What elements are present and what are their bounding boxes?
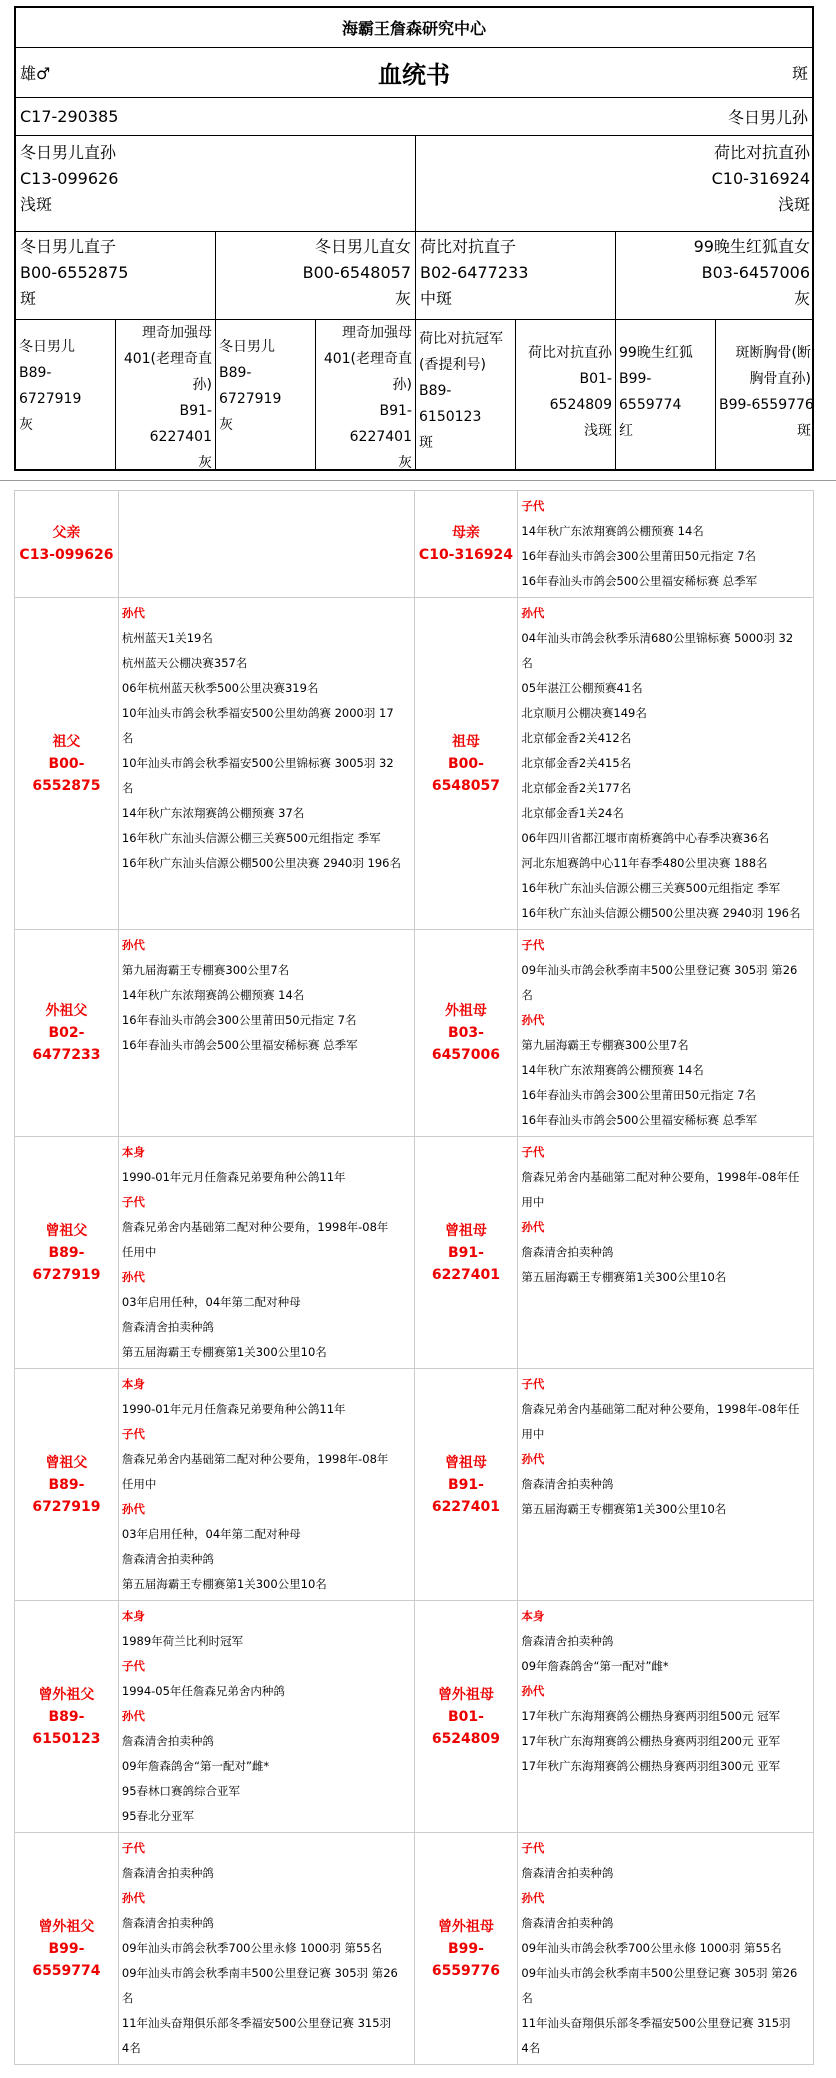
ggp-line: B99-: [619, 371, 652, 387]
ancestor-ring: B91-6227401: [431, 1476, 501, 1515]
achievement-line: 任用中: [121, 1477, 157, 1491]
ancestor-ring: C10-316924: [418, 547, 513, 563]
ancestor-name-cell: [15, 1137, 119, 1368]
section-label: 孙代: [521, 1013, 545, 1027]
ancestor-name-cell: [15, 1833, 119, 2064]
achievement-line: 詹森清舍拍卖种鸽: [121, 1734, 214, 1748]
results-table: [14, 490, 814, 2065]
header-row: [16, 8, 812, 48]
results-row: [15, 930, 814, 1137]
section-label: 本身: [521, 1609, 545, 1623]
achievement-line: 03年启用任种，04年第二配对种母: [121, 1527, 301, 1541]
ggp-cell: [516, 320, 616, 469]
ggp-line: 6227401: [149, 429, 212, 445]
ancestor-ring: B99-6559776: [431, 1940, 501, 1979]
achievement-line: 16年春汕头市鸽会300公里莆田50元指定 7名: [121, 1013, 357, 1027]
achievement-line: 11年汕头奋翔俱乐部冬季福安500公里登记赛 315羽: [121, 2016, 392, 2030]
pedigree-title: 血统书: [378, 61, 450, 89]
ancestor-name-cell: [415, 1137, 519, 1368]
ggp-line: 401(老理奇直: [323, 351, 412, 367]
ggp-line: 冬日男儿: [219, 339, 275, 355]
achievement-line: 詹森清舍拍卖种鸽: [121, 1866, 214, 1880]
achievement-line: 詹森兄弟舍内基础第二配对种公要角，1998年-08年: [121, 1220, 389, 1234]
ggp-line: 6727919: [219, 391, 282, 407]
gp-name: 荷比对抗直子: [420, 237, 517, 256]
achievement-line: 杭州蓝天公棚决赛357名: [121, 656, 248, 670]
achievement-line: 06年四川省都江堰市南桥赛鸽中心春季决赛36名: [521, 831, 770, 845]
gp-name: 冬日男儿直子: [20, 237, 117, 256]
achievement-line: 14年秋广东浓翔赛鸽公棚预赛 37名: [121, 806, 305, 820]
achievement-line: 詹森兄弟舍内基础第二配对种公要角，1998年-08年任: [521, 1402, 800, 1416]
pedigree-card: [14, 6, 814, 471]
achievement-line: 名: [521, 1991, 533, 2005]
achievement-line: 09年汕头市鸽会秋季700公里永修 1000羽 第55名: [121, 1941, 383, 1955]
section-label: 子代: [521, 938, 545, 952]
sire-cell: [16, 136, 416, 231]
ancestor-label: 祖母: [451, 733, 480, 750]
ggp-line: 理奇加强母: [142, 325, 212, 341]
ggp-line: 6150123: [419, 409, 482, 425]
bird-name: 冬日男儿孙: [727, 108, 808, 127]
center-name: 海霸王詹森研究中心: [341, 19, 486, 38]
section-label: 本身: [121, 1609, 145, 1623]
ancestor-label: 母亲: [451, 525, 480, 541]
ring-row: [16, 98, 812, 136]
dam-name: 荷比对抗直孙: [713, 143, 810, 162]
grandparents-row: [16, 232, 812, 320]
achievement-line: 95春林口赛鸽综合亚军: [121, 1784, 241, 1798]
section-label: 孙代: [121, 1709, 145, 1723]
achievement-line: 杭州蓝天1关19名: [121, 631, 213, 645]
ancestor-label: 曾外祖父: [38, 1918, 95, 1935]
ggp-line: 99晚生红狐: [619, 345, 693, 361]
achievement-line: 16年秋广东汕头信源公棚500公里决赛 2940羽 196名: [521, 906, 801, 920]
ggp-cell: [416, 320, 516, 469]
section-label: 子代: [121, 1195, 145, 1209]
ancestor-ring: B03-6457006: [431, 1025, 501, 1063]
ancestor-name-cell: [415, 1601, 519, 1832]
section-label: 子代: [121, 1841, 145, 1855]
dam-ring: C10-316924: [711, 169, 810, 188]
results-row: [15, 1137, 814, 1369]
section-label: 子代: [521, 499, 545, 513]
ggp-line: 灰: [219, 417, 233, 433]
ggp-line: 401(老理奇直: [123, 351, 212, 367]
ancestor-name-cell: [415, 930, 519, 1136]
ggp-line: 斑断胸骨(断: [735, 345, 811, 361]
ancestor-ring: C13-099626: [19, 547, 114, 563]
achievement-line: 06年杭州蓝天秋季500公里决赛319名: [121, 681, 319, 695]
achievement-line: 詹森兄弟舍内基础第二配对种公要角，1998年-08年任: [521, 1170, 800, 1184]
gp-cell: [16, 232, 216, 319]
ggp-line: 红: [619, 423, 633, 439]
gp-name: 99晚生红狐直女: [693, 237, 810, 256]
achievement-line: 第九届海霸王专棚赛300公里7名: [121, 963, 290, 977]
achievement-line: 4名: [521, 2041, 541, 2055]
achievement-line: 北京郁金香2关177名: [521, 781, 632, 795]
achievement-line: 第五届海霸王专棚赛第1关300公里10名: [121, 1577, 327, 1591]
gp-ring: B00-6552875: [20, 263, 129, 282]
ancestor-ring: B01-6524809: [431, 1708, 501, 1747]
achievement-line: 10年汕头市鸽会秋季福安500公里幼鸽赛 2000羽 17: [121, 706, 394, 720]
achievement-line: 16年春汕头市鸽会300公里莆田50元指定 7名: [521, 549, 757, 563]
ancestor-ring: B99-6559774: [32, 1940, 101, 1979]
achievement-line: 名: [521, 988, 533, 1002]
achievement-line: 名: [521, 656, 533, 670]
achievements-cell: [518, 1369, 814, 1600]
ring-number: C17-290385: [20, 107, 119, 126]
ggp-cell: [316, 320, 416, 469]
dam-cell: [416, 136, 814, 231]
section-label: 子代: [121, 1427, 145, 1441]
color-label: 斑: [791, 64, 808, 83]
achievement-line: 第九届海霸王专棚赛300公里7名: [521, 1038, 689, 1052]
results-row: [15, 1601, 814, 1833]
achievements-cell: [119, 598, 415, 929]
ggp-line: B91-: [379, 403, 412, 419]
achievement-line: 16年春汕头市鸽会500公里福安稀标赛 总季军: [521, 1113, 758, 1127]
ancestor-label: 曾祖母: [444, 1222, 487, 1239]
achievements-cell: [518, 598, 814, 929]
achievements-cell: [119, 1137, 415, 1368]
results-row: [15, 1833, 814, 2065]
achievement-line: 任用中: [121, 1245, 157, 1259]
achievement-line: 04年汕头市鸽会秋季乐清680公里锦标赛 5000羽 32: [521, 631, 794, 645]
section-label: 本身: [121, 1377, 145, 1391]
ancestor-name-cell: [15, 1601, 119, 1832]
ggp-line: 6227401: [349, 429, 412, 445]
title-row: [16, 48, 812, 98]
achievement-line: 第五届海霸王专棚赛第1关300公里10名: [521, 1270, 727, 1284]
achievement-line: 1990-01年元月任詹森兄弟要角种公鸽11年: [121, 1170, 346, 1184]
section-label: 孙代: [121, 606, 145, 620]
ancestor-label: 曾祖父: [45, 1222, 88, 1239]
section-label: 子代: [521, 1145, 545, 1159]
achievements-cell: [119, 491, 415, 597]
ggp-line: 灰: [19, 417, 33, 433]
ggp-line: 灰: [198, 455, 212, 471]
ggp-cell: [116, 320, 216, 469]
achievement-line: 05年湛江公棚预赛41名: [521, 681, 643, 695]
sire-name: 冬日男儿直孙: [20, 143, 117, 162]
ggp-line: 斑: [797, 423, 811, 439]
achievement-line: 北京郁金香2关415名: [521, 756, 632, 770]
ggp-line: 浅斑: [584, 423, 612, 439]
gp-color: 灰: [793, 289, 810, 308]
achievement-line: 第五届海霸王专棚赛第1关300公里10名: [121, 1345, 327, 1359]
ggp-line: 冬日男儿: [19, 339, 75, 355]
ancestor-label: 曾外祖母: [437, 1686, 494, 1703]
ancestor-label: 父亲: [52, 525, 81, 541]
ggp-cell: [616, 320, 716, 469]
ancestor-name-cell: [415, 598, 519, 929]
ggp-line: 荷比对抗直孙: [528, 345, 612, 361]
ggp-line: 理奇加强母: [342, 325, 412, 341]
ancestor-label: 曾外祖父: [38, 1686, 95, 1703]
achievement-line: 16年春汕头市鸽会300公里莆田50元指定 7名: [521, 1088, 757, 1102]
gp-color: 斑: [20, 289, 37, 308]
achievement-line: 詹森清舍拍卖种鸽: [121, 1916, 214, 1930]
gp-name: 冬日男儿直女: [314, 237, 411, 256]
achievements-cell: [119, 1601, 415, 1832]
sire-ring: C13-099626: [20, 169, 119, 188]
achievement-line: 河北东旭赛鸽中心11年春季480公里决赛 188名: [521, 856, 768, 870]
great-grandparents-row: [16, 320, 812, 469]
ancestor-name-cell: [15, 1369, 119, 1600]
section-label: 孙代: [521, 1684, 545, 1698]
achievement-line: 95春北分亚军: [121, 1809, 195, 1823]
ggp-cell: [16, 320, 116, 469]
ancestor-ring: B89-6150123: [32, 1708, 101, 1747]
achievement-line: 16年秋广东汕头信源公棚三关赛500元组指定 季军: [121, 831, 381, 845]
achievement-line: 用中: [521, 1195, 545, 1209]
achievements-cell: [119, 930, 415, 1136]
achievement-line: 14年秋广东浓翔赛鸽公棚预赛 14名: [521, 1063, 704, 1077]
achievement-line: 09年汕头市鸽会秋季700公里永修 1000羽 第55名: [521, 1941, 782, 1955]
section-label: 孙代: [521, 1452, 545, 1466]
ancestor-ring: B89-6727919: [32, 1244, 101, 1283]
achievements-cell: [119, 1369, 415, 1600]
ancestor-ring: B02-6477233: [32, 1025, 101, 1063]
achievements-cell: [518, 1833, 814, 2064]
ggp-line: 6727919: [19, 391, 82, 407]
achievement-line: 第五届海霸王专棚赛第1关300公里10名: [521, 1502, 727, 1516]
achievement-line: 17年秋广东海翔赛鸽公棚热身赛两羽组500元 冠军: [521, 1709, 781, 1723]
achievement-line: 北京顺月公棚决赛149名: [521, 706, 647, 720]
achievement-line: 詹森清舍拍卖种鸽: [521, 1477, 614, 1491]
achievement-line: 1989年荷兰比利时冠军: [121, 1634, 244, 1648]
ancestor-ring: B00-6548057: [431, 755, 501, 794]
achievement-line: 09年汕头市鸽会秋季南丰500公里登记赛 305羽 第26: [521, 963, 798, 977]
achievement-line: 詹森兄弟舍内基础第二配对种公要角，1998年-08年: [121, 1452, 389, 1466]
ggp-line: 斑: [419, 435, 433, 451]
ggp-line: B89-: [419, 383, 452, 399]
achievement-line: 北京郁金香1关24名: [521, 806, 624, 820]
section-label: 子代: [521, 1377, 545, 1391]
gp-color: 中斑: [420, 289, 453, 308]
achievement-line: 詹森清舍拍卖种鸽: [521, 1245, 614, 1259]
ggp-line: B91-: [179, 403, 212, 419]
achievements-cell: [518, 491, 814, 597]
achievement-line: 03年启用任种，04年第二配对种母: [121, 1295, 301, 1309]
section-label: 孙代: [121, 1891, 145, 1905]
achievement-line: 用中: [521, 1427, 545, 1441]
ggp-line: 荷比对抗冠军: [419, 331, 503, 347]
gp-ring: B00-6548057: [302, 263, 411, 282]
achievement-line: 1990-01年元月任詹森兄弟要角种公鸽11年: [121, 1402, 346, 1416]
results-row: [15, 491, 814, 598]
ggp-line: B89-: [219, 365, 252, 381]
section-label: 本身: [121, 1145, 145, 1159]
ancestor-name-cell: [15, 930, 119, 1136]
achievement-line: 4名: [121, 2041, 141, 2055]
ancestor-name-cell: [415, 1833, 519, 2064]
sex-label: 雄♂: [20, 64, 51, 83]
ggp-line: 6559774: [619, 397, 682, 413]
section-label: 孙代: [521, 606, 545, 620]
achievements-cell: [518, 930, 814, 1136]
ggp-line: B99-6559776: [719, 397, 814, 413]
achievement-line: 詹森清舍拍卖种鸽: [121, 1552, 214, 1566]
achievement-line: 09年汕头市鸽会秋季南丰500公里登记赛 305羽 第26: [521, 1966, 798, 1980]
achievements-cell: [119, 1833, 415, 2064]
achievement-line: 詹森清舍拍卖种鸽: [521, 1866, 614, 1880]
achievement-line: 詹森清舍拍卖种鸽: [121, 1320, 214, 1334]
ancestor-name-cell: [415, 1369, 519, 1600]
section-label: 孙代: [121, 938, 145, 952]
ancestor-label: 曾祖母: [444, 1454, 487, 1471]
section-label: 孙代: [121, 1270, 145, 1284]
ggp-cell: [716, 320, 814, 469]
ggp-line: 孙): [392, 377, 412, 393]
achievement-line: 14年秋广东浓翔赛鸽公棚预赛 14名: [521, 524, 704, 538]
achievement-line: 名: [121, 781, 134, 795]
ancestor-label: 曾外祖母: [437, 1918, 494, 1935]
gp-ring: B02-6477233: [420, 263, 529, 282]
gp-cell: [216, 232, 416, 319]
ggp-line: B01-: [579, 371, 612, 387]
achievement-line: 11年汕头奋翔俱乐部冬季福安500公里登记赛 315羽: [521, 2016, 791, 2030]
achievements-cell: [518, 1137, 814, 1368]
dam-color: 浅斑: [777, 195, 810, 214]
results-row: [15, 598, 814, 930]
ancestor-name-cell: [415, 491, 519, 597]
results-row: [15, 1369, 814, 1601]
ancestor-label: 外祖母: [444, 1003, 487, 1019]
ancestor-ring: B91-6227401: [431, 1244, 501, 1283]
achievement-line: 09年汕头市鸽会秋季南丰500公里登记赛 305羽 第26: [121, 1966, 398, 1980]
gp-color: 灰: [394, 289, 411, 308]
achievement-line: 詹森清舍拍卖种鸽: [521, 1634, 614, 1648]
section-label: 孙代: [521, 1891, 545, 1905]
achievement-line: 14年秋广东浓翔赛鸽公棚预赛 14名: [121, 988, 305, 1002]
ggp-line: B89-: [19, 365, 52, 381]
ancestor-ring: B00-6552875: [32, 755, 101, 794]
ggp-line: 灰: [398, 455, 412, 471]
ggp-line: (香提利号): [419, 357, 486, 373]
gp-cell: [416, 232, 616, 319]
achievement-line: 17年秋广东海翔赛鸽公棚热身赛两羽组200元 亚军: [521, 1734, 781, 1748]
achievement-line: 名: [121, 1991, 134, 2005]
sire-color: 浅斑: [20, 195, 53, 214]
ancestor-ring: B89-6727919: [32, 1476, 101, 1515]
gp-ring: B03-6457006: [701, 263, 810, 282]
parents-row: [16, 136, 812, 232]
section-label: 子代: [121, 1659, 145, 1673]
achievement-line: 09年詹森鸽舍“第一配对”雌*: [121, 1759, 270, 1773]
section-label: 孙代: [521, 1220, 545, 1234]
ancestor-label: 外祖父: [45, 1003, 88, 1019]
ggp-line: 胸骨直孙): [749, 371, 811, 387]
achievement-line: 16年春汕头市鸽会500公里福安稀标赛 总季军: [121, 1038, 358, 1052]
gp-cell: [616, 232, 814, 319]
ggp-line: 6524809: [549, 397, 612, 413]
ancestor-label: 曾祖父: [45, 1454, 88, 1471]
achievement-line: 16年春汕头市鸽会500公里福安稀标赛 总季军: [521, 574, 758, 588]
divider: [0, 480, 836, 481]
achievement-line: 北京郁金香2关412名: [521, 731, 632, 745]
achievement-line: 名: [121, 731, 134, 745]
achievements-cell: [518, 1601, 814, 1832]
achievement-line: 16年秋广东汕头信源公棚500公里决赛 2940羽 196名: [121, 856, 401, 870]
ancestor-name-cell: [15, 491, 119, 597]
achievement-line: 詹森清舍拍卖种鸽: [521, 1916, 614, 1930]
achievement-line: 16年秋广东汕头信源公棚三关赛500元组指定 季军: [521, 881, 781, 895]
section-label: 孙代: [121, 1502, 145, 1516]
ancestor-label: 祖父: [52, 733, 81, 750]
ancestor-name-cell: [15, 598, 119, 929]
section-label: 子代: [521, 1841, 545, 1855]
ggp-cell: [216, 320, 316, 469]
achievement-line: 1994-05年任詹森兄弟舍内种鸽: [121, 1684, 285, 1698]
achievement-line: 10年汕头市鸽会秋季福安500公里锦标赛 3005羽 32: [121, 756, 394, 770]
achievement-line: 17年秋广东海翔赛鸽公棚热身赛两羽组300元 亚军: [521, 1759, 781, 1773]
achievement-line: 09年詹森鸽舍“第一配对”雌*: [521, 1659, 669, 1673]
ggp-line: 孙): [192, 377, 212, 393]
